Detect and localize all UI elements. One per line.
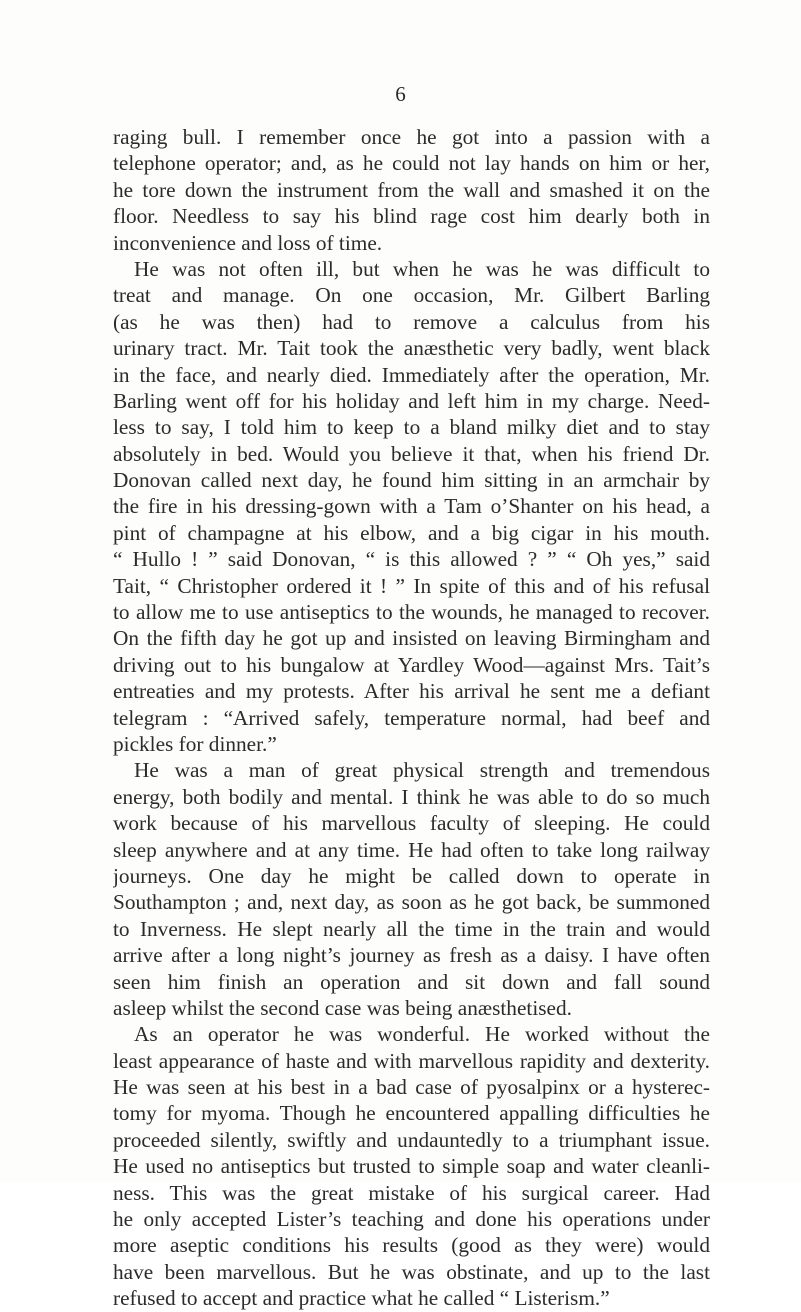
- text-line: He was a man of great physical strength and tremendous: [134, 758, 710, 783]
- text-line: tomy for myoma. Though he encountered appalling difficulties he: [113, 1101, 710, 1126]
- text-line: He was not often ill, but when he was he was difficult to: [134, 256, 710, 281]
- text-line: seen him finish an operation and sit down and fall sound: [113, 969, 710, 994]
- text-line: inconvenience and loss of time.: [113, 230, 383, 255]
- text-line: Southampton ; and, next day, as soon as he got back, be summoned: [113, 890, 710, 915]
- text-line: ness. This was the great mistake of his surgical career. Had: [113, 1180, 710, 1205]
- text-line: he only accepted Lister’s teaching and done his operations under: [113, 1207, 710, 1232]
- text-line: to allow me to use antiseptics to the wounds, he managed to recover.: [113, 600, 710, 625]
- page-number: 6: [395, 82, 406, 106]
- text-line: (as he was then) had to remove a calculus from his: [113, 309, 710, 334]
- text-line: Barling went off for his holiday and left him in my charge. Need-: [113, 388, 710, 413]
- text-line: entreaties and my protests. After his arrival he sent me a defiant: [113, 679, 710, 704]
- text-line: pickles for dinner.”: [113, 731, 277, 756]
- text-line: As an operator he was wonderful. He worked without the: [134, 1022, 710, 1047]
- text-line: He used no antiseptics but trusted to simple soap and water cleanli-: [113, 1154, 710, 1179]
- text-line: driving out to his bungalow at Yardley Wood—against Mrs. Tait’s: [113, 652, 710, 677]
- text-line: telephone operator; and, as he could not lay hands on him or her,: [113, 151, 710, 176]
- text-line: treat and manage. On one occasion, Mr. Gilbert Barling: [113, 283, 710, 308]
- text-line: work because of his marvellous faculty of sleeping. He could: [113, 811, 710, 836]
- text-line: absolutely in bed. Would you believe it that, when his friend Dr.: [113, 441, 710, 466]
- text-line: the fire in his dressing-gown with a Tam o’Shanter on his head, a: [113, 494, 710, 519]
- text-line: arrive after a long night’s journey as fresh as a daisy. I have often: [113, 943, 710, 968]
- text-line: urinary tract. Mr. Tait took the anæsthetic very badly, went black: [113, 336, 710, 361]
- text-line: He was seen at his best in a bad case of pyosalpinx or a hysterec-: [113, 1075, 710, 1100]
- text-line: Donovan called next day, he found him sitting in an armchair by: [113, 468, 710, 493]
- text-line: On the fifth day he got up and insisted on leaving Birmingham and: [113, 626, 710, 651]
- text-line: “ Hullo ! ” said Donovan, “ is this allowed ? ” “ Oh yes,” said: [113, 547, 710, 572]
- text-line: least appearance of haste and with marvellous rapidity and dexterity.: [113, 1048, 710, 1073]
- text-line: have been marvellous. But he was obstinate, and up to the last: [113, 1259, 710, 1284]
- text-line: refused to accept and practice what he called “ Listerism.”: [113, 1286, 610, 1311]
- text-line: to Inverness. He slept nearly all the time in the train and would: [113, 916, 710, 941]
- text-line: energy, both bodily and mental. I think he was able to do so much: [113, 784, 710, 809]
- text-line: asleep whilst the second case was being anæsthetised.: [113, 995, 572, 1020]
- text-line: Tait, “ Christopher ordered it ! ” In spite of this and of his refusal: [113, 573, 710, 598]
- text-line: pint of champagne at his elbow, and a big cigar in his mouth.: [113, 520, 710, 545]
- text-line: proceeded silently, swiftly and undauntedly to a triumphant issue.: [113, 1127, 710, 1152]
- text-line: raging bull. I remember once he got into a passion with a: [113, 125, 710, 149]
- body-text: [113, 124, 710, 1312]
- text-line: sleep anywhere and at any time. He had often to take long railway: [113, 837, 710, 862]
- text-line: he tore down the instrument from the wall and smashed it on the: [113, 177, 710, 202]
- text-line: journeys. One day he might be called down to operate in: [113, 863, 710, 888]
- text-line: telegram : “Arrived safely, temperature normal, had beef and: [113, 705, 710, 730]
- text-line: floor. Needless to say his blind rage cost him dearly both in: [113, 204, 710, 229]
- text-line: less to say, I told him to keep to a bland milky diet and to stay: [113, 415, 710, 440]
- text-line: more aseptic conditions his results (good as they were) would: [113, 1233, 710, 1258]
- text-line: in the face, and nearly died. Immediately after the operation, Mr.: [113, 362, 710, 387]
